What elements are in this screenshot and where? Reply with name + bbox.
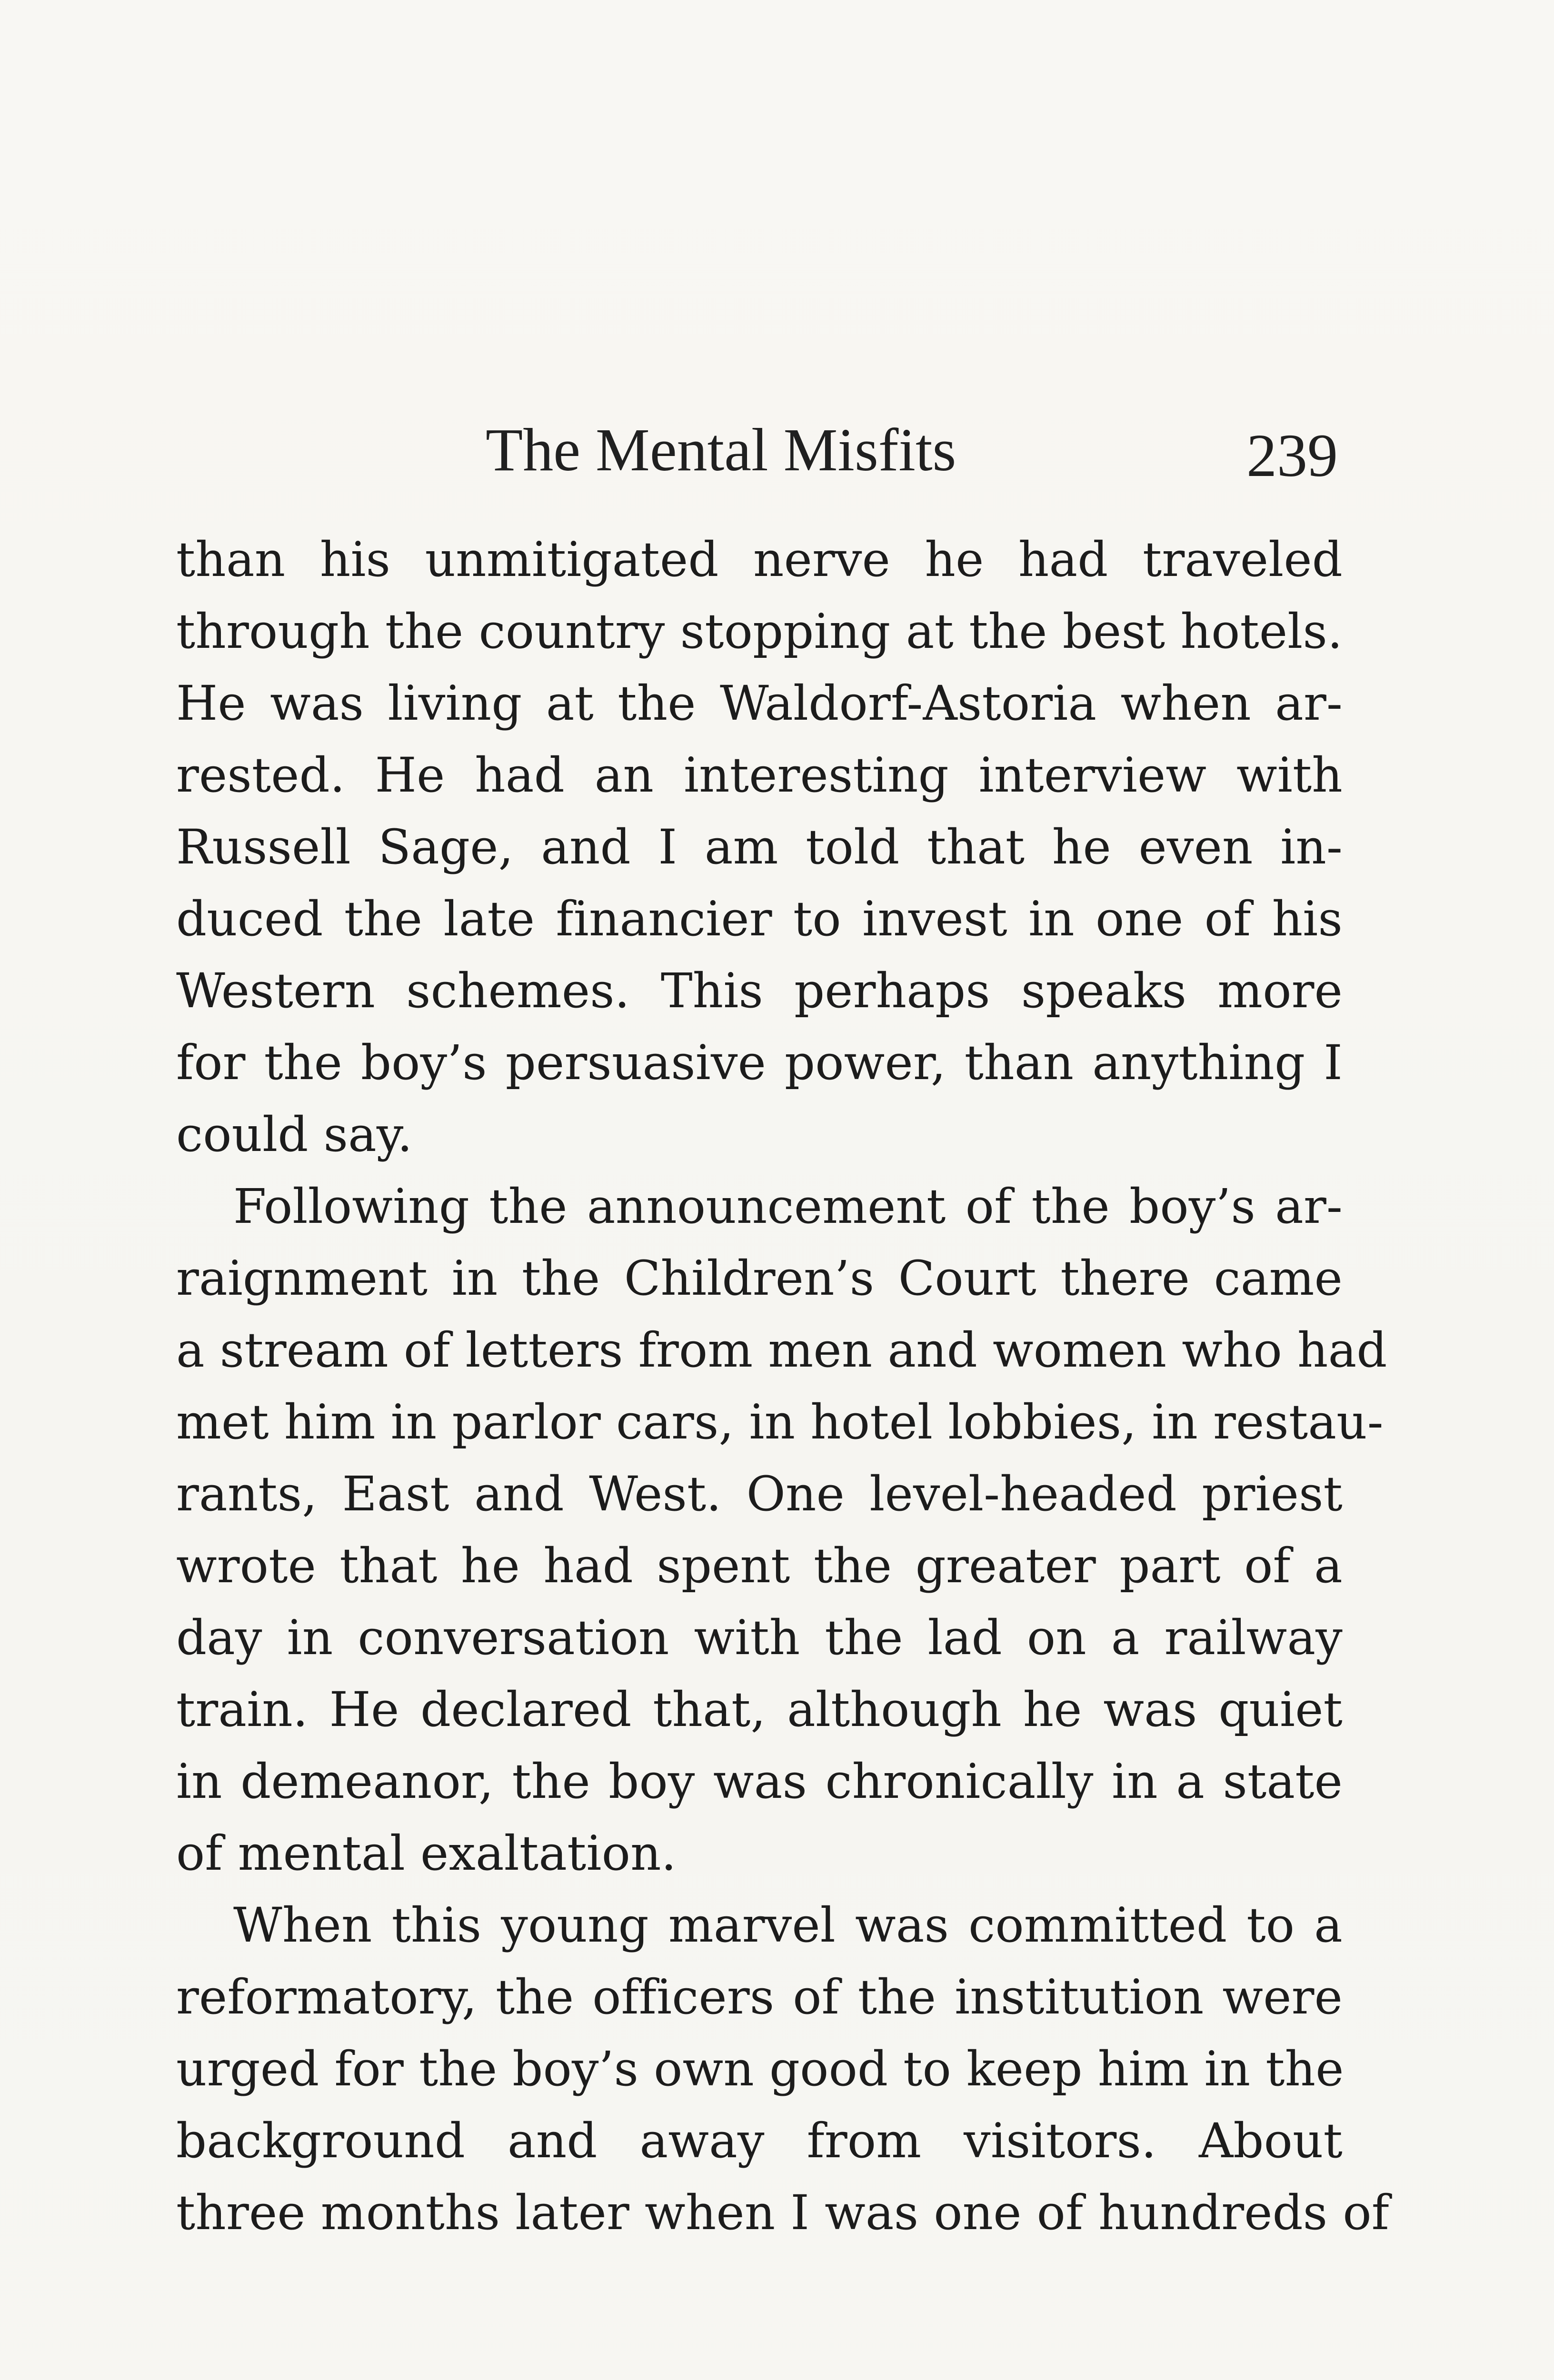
page-number: 239 <box>1246 422 1338 489</box>
text-line: day in conversation with the lad on a railway <box>176 1610 1343 1666</box>
text-line: met him in parlor cars, in hotel lobbies, in restau- <box>176 1394 1384 1450</box>
text-line: could say. <box>176 1107 413 1162</box>
text-line: wrote that he had spent the greater part of a <box>176 1538 1343 1594</box>
text-line: rested. He had an interesting interview with <box>176 747 1343 803</box>
text-line: urged for the boy’s own good to keep him in the <box>176 2041 1344 2097</box>
text-line: background and away from visitors. About <box>176 2113 1343 2169</box>
text-line: He was living at the Waldorf-Astoria when ar- <box>176 675 1343 731</box>
body-text <box>176 524 1389 2249</box>
text-line: raignment in the Children’s Court there came <box>176 1250 1343 1306</box>
text-line: of mental exaltation. <box>176 1825 677 1881</box>
paragraph-first-line: When this young marvel was committed to a <box>233 1897 1343 1953</box>
text-line: reformatory, the officers of the institution were <box>176 1969 1343 2025</box>
paragraph-first-line: Following the announcement of the boy’s ar- <box>233 1179 1343 1234</box>
running-head-title: The Mental Misfits <box>486 416 956 484</box>
text-line: through the country stopping at the best hotels. <box>176 604 1343 659</box>
text-line: in demeanor, the boy was chronically in a state <box>176 1754 1343 1809</box>
text-line: than his unmitigated nerve he had traveled <box>176 532 1343 587</box>
text-line: Western schemes. This perhaps speaks more <box>176 963 1343 1019</box>
text-line: rants, East and West. One level-headed priest <box>176 1466 1343 1522</box>
text-line: a stream of letters from men and women who had <box>176 1322 1387 1378</box>
text-line: three months later when I was one of hundreds of <box>176 2185 1389 2241</box>
text-line: for the boy’s persuasive power, than anything I <box>176 1035 1343 1091</box>
text-line: duced the late financier to invest in one of his <box>176 891 1343 947</box>
text-line: train. He declared that, although he was quiet <box>176 1682 1343 1737</box>
text-line: Russell Sage, and I am told that he even in- <box>176 819 1343 875</box>
page-header <box>476 414 1343 490</box>
